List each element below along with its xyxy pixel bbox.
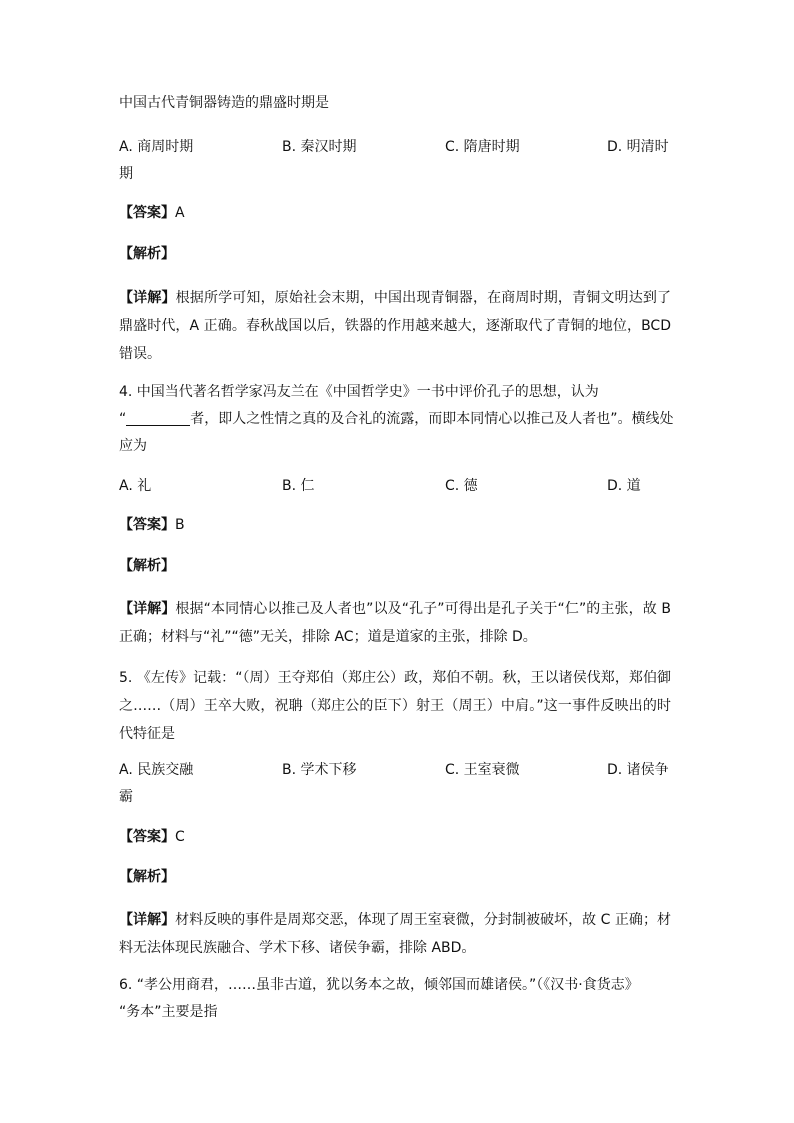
q4-stem-line2-text: 者，即人之性情之真的及合礼的流露，而即本同情心以推己及人者也”。横线处 xyxy=(190,411,674,427)
q4-option-a: A. 礼 xyxy=(119,478,152,494)
q3-stem: 中国古代青铜器铸造的鼎盛时期是 xyxy=(119,95,329,111)
q3-option-d-wrap: 期 xyxy=(119,166,133,182)
answer-value: C xyxy=(175,829,185,845)
q5-option-d: D. 诸侯争 xyxy=(607,762,669,778)
q3-analysis-label: 【解析】 xyxy=(119,246,175,262)
q3-option-d: D. 明清时 xyxy=(607,139,669,155)
fill-blank xyxy=(126,411,190,426)
quote-open: “ xyxy=(119,411,127,427)
answer-label: 【答案】 xyxy=(119,829,175,845)
detail-text: 根据“本同情心以推己及人者也”以及“孔子”可得出是孔子关于“仁”的主张，故 B 正确；材料与“礼”“德”无关，排除 AC；道是道家的主张，排除 D。 xyxy=(119,601,671,645)
q5-detail xyxy=(119,906,671,962)
q4-option-c: C. 德 xyxy=(445,478,478,494)
q6-stem-line2: “务本”主要是指 xyxy=(119,1004,218,1020)
detail-label: 【详解】 xyxy=(119,912,176,928)
q4-answer xyxy=(119,515,185,535)
detail-text: 根据所学可知，原始社会末期，中国出现青铜器，在商周时期，青铜文明达到了鼎盛时代，A 正确。春秋战国以后，铁器的作用越来越大，逐渐取代了青铜的地位，BCD 错误。 xyxy=(119,290,672,362)
q3-answer xyxy=(119,203,185,223)
q4-analysis-label: 【解析】 xyxy=(119,558,175,574)
q5-answer xyxy=(119,827,185,847)
q5-option-b: B. 学术下移 xyxy=(282,762,357,778)
q5-stem: 5. 《左传》记载：“（周）王夺郑伯（郑庄公）政，郑伯不朝。秋，王以诸侯伐郑，郑伯御之……（周）王卒大败，祝聃（郑庄公的臣下）射王（周王）中肩。”这一事件反映出的时代特征是 xyxy=(119,670,671,742)
detail-label: 【详解】 xyxy=(119,290,176,306)
q3-option-c: C. 隋唐时期 xyxy=(445,139,520,155)
answer-label: 【答案】 xyxy=(119,205,175,221)
q4-stem-line2 xyxy=(119,409,674,429)
q4-option-b: B. 仁 xyxy=(282,478,315,494)
q5-analysis-label: 【解析】 xyxy=(119,869,175,885)
q4-stem-line3: 应为 xyxy=(119,438,147,454)
answer-value: A xyxy=(175,205,185,221)
q5-option-d-wrap: 霸 xyxy=(119,789,133,805)
detail-label: 【详解】 xyxy=(119,601,176,617)
answer-label: 【答案】 xyxy=(119,517,175,533)
q5-option-a: A. 民族交融 xyxy=(119,762,194,778)
answer-value: B xyxy=(175,517,185,533)
q4-option-d: D. 道 xyxy=(607,478,641,494)
q3-detail xyxy=(119,284,671,368)
q3-option-b: B. 秦汉时期 xyxy=(282,139,357,155)
q5-option-c: C. 王室衰微 xyxy=(445,762,520,778)
q6-stem-line1: 6. “孝公用商君，……虽非古道，犹以务本之故，倾邻国而雄诸侯。”（《汉书·食货志》 xyxy=(119,977,639,993)
q4-detail xyxy=(119,595,671,651)
detail-text: 材料反映的事件是周郑交恶，体现了周王室衰微，分封制被破坏，故 C 正确；材料无法体现民族融合、学术下移、诸侯争霸，排除 ABD。 xyxy=(119,912,671,956)
q4-stem-line1: 4. 中国当代著名哲学家冯友兰在《中国哲学史》一书中评价孔子的思想，认为 xyxy=(119,384,599,400)
q3-option-a: A. 商周时期 xyxy=(119,139,194,155)
